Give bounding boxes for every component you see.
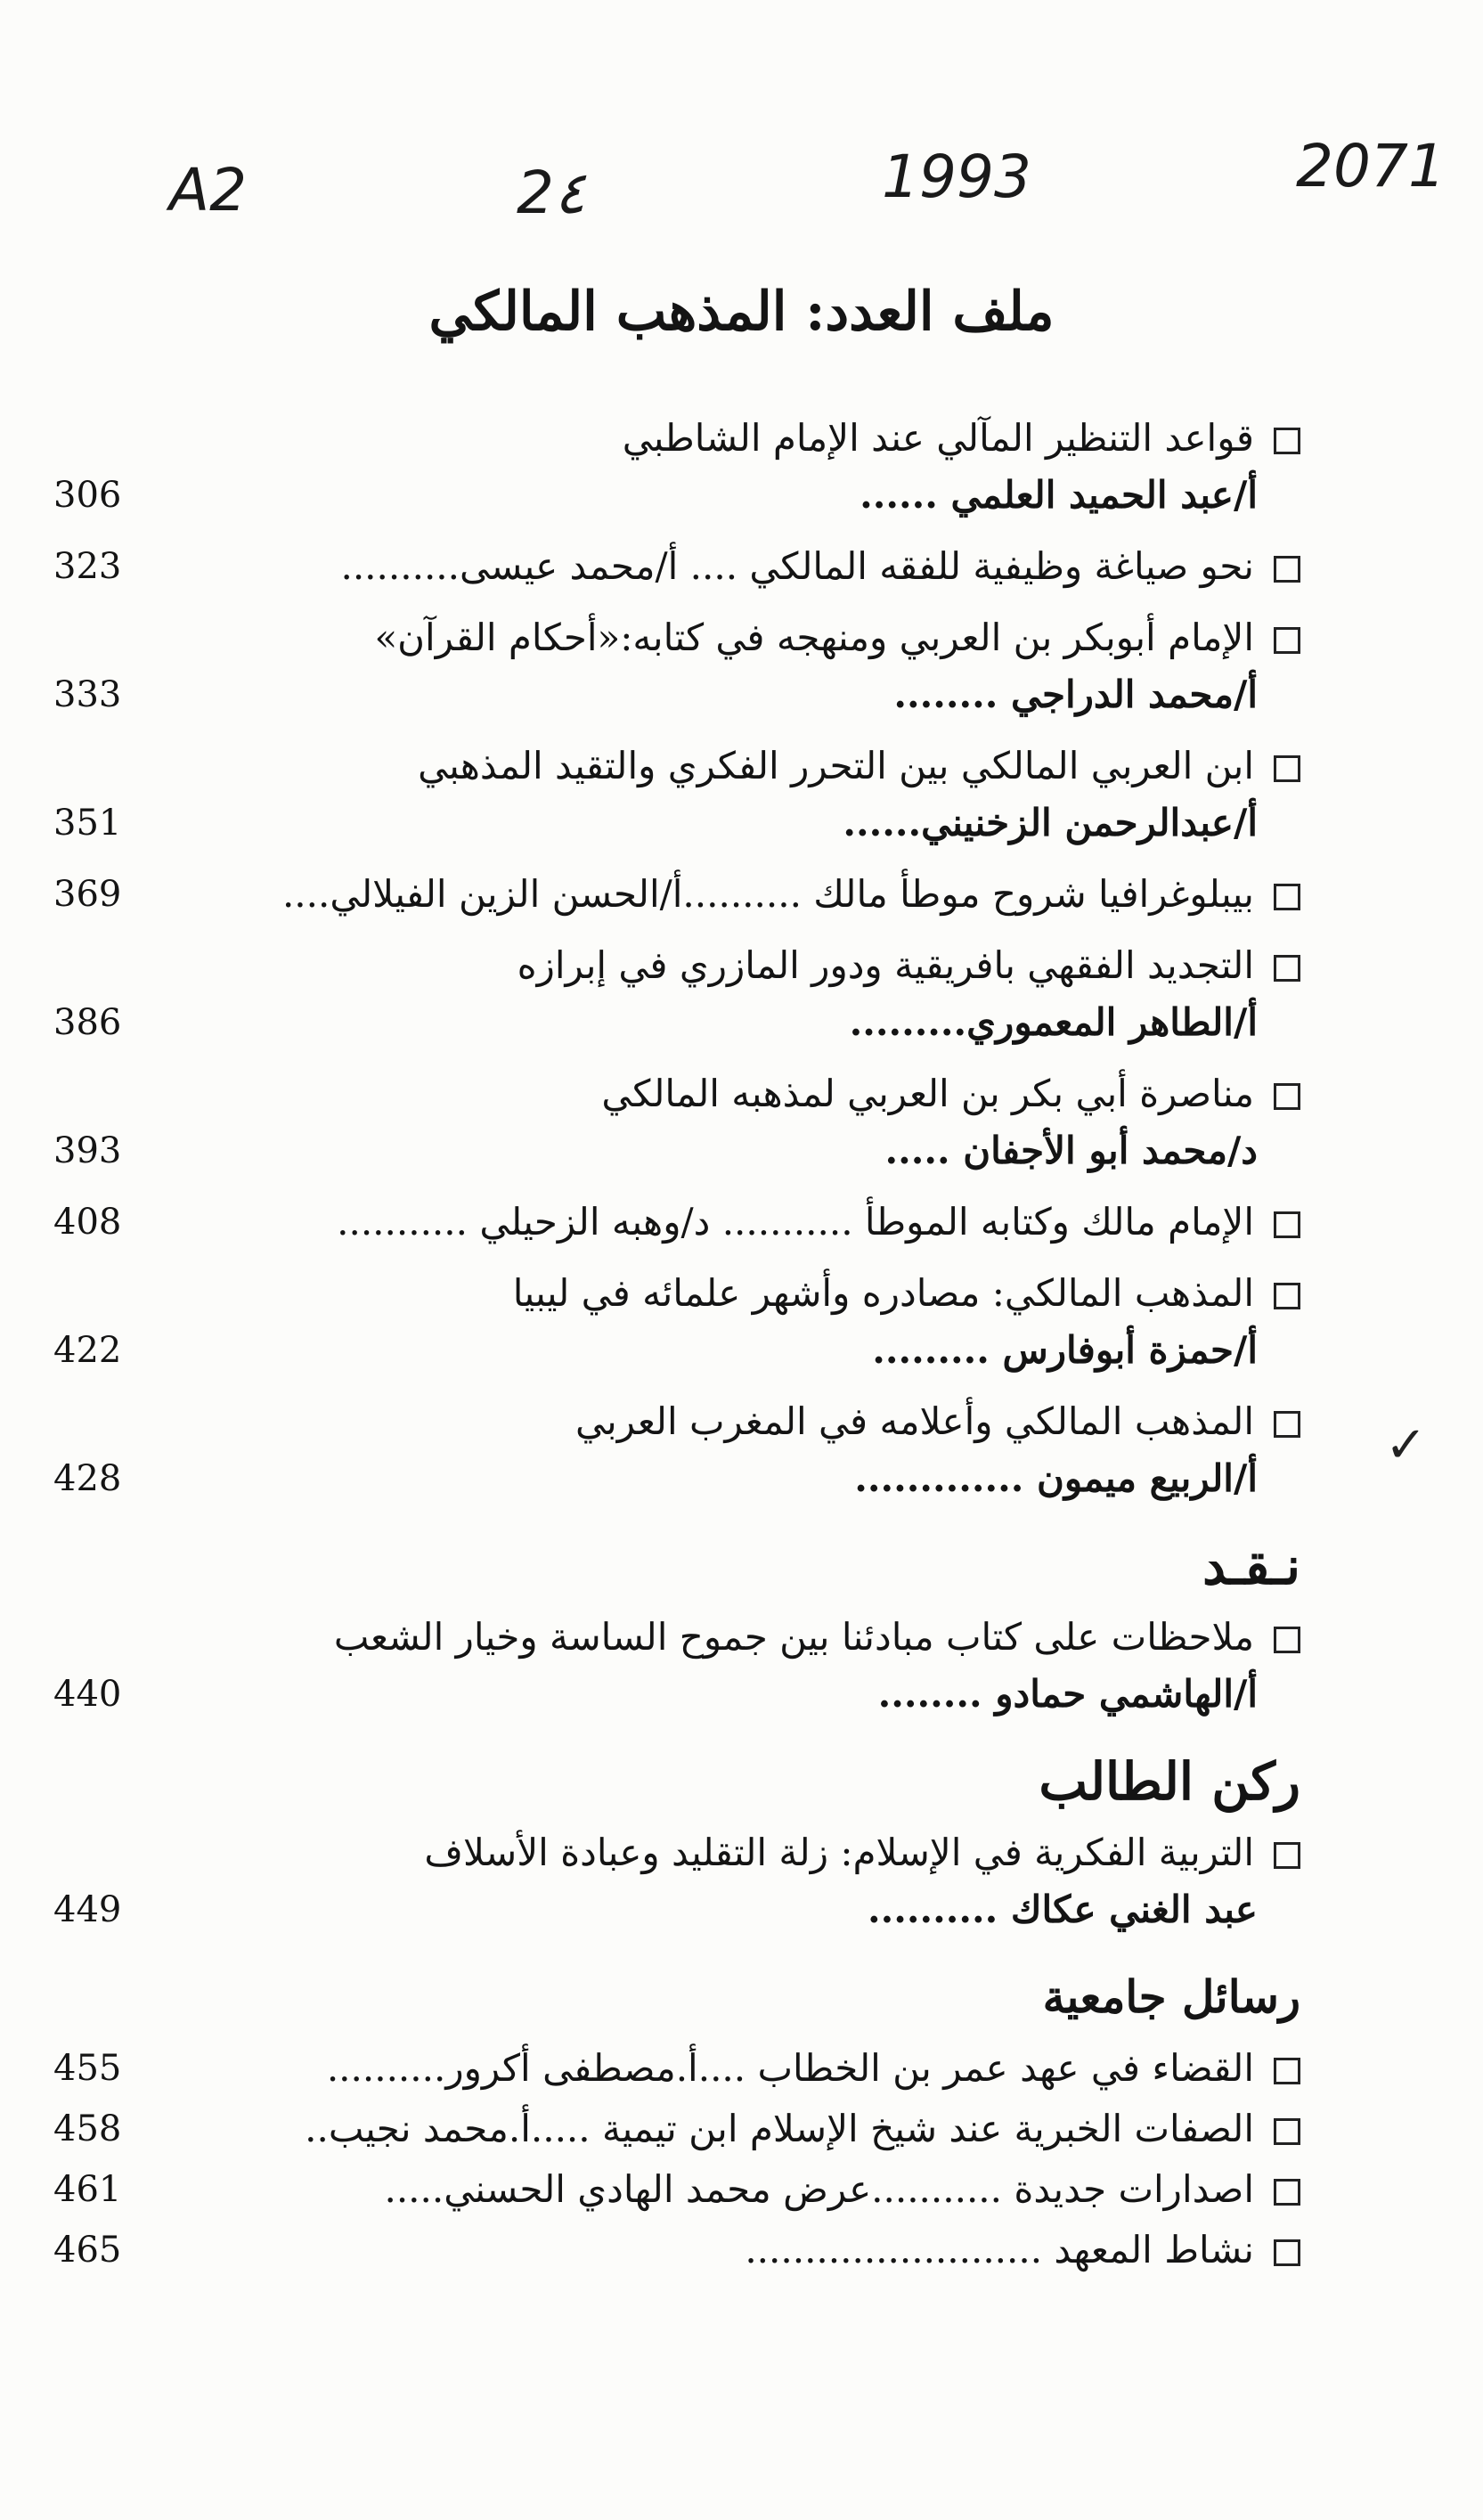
checkbox-icon — [1274, 627, 1300, 654]
entry-author: أ/عبدالرحمن الزخنيني...... — [843, 801, 1258, 844]
checkbox-icon — [1274, 2239, 1300, 2266]
entry-title: نحو صياغة وظيفية للفقه المالكي .... أ/محمد عيسى.......... — [340, 544, 1254, 588]
entry-title-line — [53, 2100, 1300, 2157]
toc-entry — [53, 1393, 1300, 1507]
checkbox-icon — [1274, 1211, 1300, 1238]
toc-entry — [53, 2100, 1300, 2157]
entry-title-line — [53, 937, 1300, 994]
entry-title-line — [53, 538, 1300, 595]
toc-entry — [53, 410, 1300, 524]
checkbox-icon — [1274, 556, 1300, 583]
handwritten-code: A2 — [169, 156, 248, 224]
entry-page: 393 — [53, 1130, 122, 1171]
entry-author: أ/الطاهر المعموري......... — [849, 1000, 1258, 1044]
toc-entry — [53, 2040, 1300, 2097]
checkbox-icon — [1274, 955, 1300, 982]
entry-page: 408 — [53, 1202, 122, 1243]
toc-entry — [53, 866, 1300, 923]
section-heading-theses: رسائل جامعية — [1042, 1970, 1300, 2023]
entry-title-line — [53, 2222, 1300, 2279]
entry-page: 422 — [53, 1330, 122, 1371]
entry-page: 386 — [53, 1002, 122, 1043]
entry-title: الصفات الخبرية عند شيخ الإسلام ابن تيمية .....أ.محمد نجيب.. — [305, 2107, 1254, 2150]
toc-entry — [53, 937, 1300, 1051]
entry-title: المذهب المالكي: مصادره وأشهر علمائه في ليبيا — [512, 1271, 1254, 1315]
entry-title: قواعد التنظير المآلي عند الإمام الشاطبي — [622, 416, 1254, 460]
handwritten-year: 1993 — [882, 143, 1031, 211]
toc-entry — [53, 738, 1300, 852]
entry-author-line — [53, 1450, 1300, 1507]
entry-title: التجديد الفقهي بافريقية ودور المازري في إبرازه — [517, 943, 1254, 987]
entry-title-line — [53, 1393, 1300, 1450]
entry-title: بيبلوغرافيا شروح موطأ مالك ..........أ/الحسن الزين الفيلالي.... — [281, 872, 1254, 916]
checkbox-icon — [1274, 2118, 1300, 2145]
entry-page: 440 — [53, 1674, 122, 1715]
handwritten-number: 2٤ — [517, 159, 586, 227]
toc-entry — [53, 2222, 1300, 2279]
entry-title-line — [53, 1265, 1300, 1322]
entry-title-line — [53, 609, 1300, 666]
checkbox-icon — [1274, 1411, 1300, 1438]
toc-entry — [53, 1194, 1300, 1251]
entry-page: 323 — [53, 546, 122, 587]
entry-author-line — [53, 1666, 1300, 1723]
entry-page: 333 — [53, 674, 122, 715]
checkbox-icon — [1274, 428, 1300, 454]
toc-entry — [53, 2161, 1300, 2218]
entry-title: المذهب المالكي وأعلامه في المغرب العربي — [575, 1399, 1254, 1443]
section-heading-critique: نـقـد — [1202, 1536, 1300, 1596]
entry-title-line — [53, 2161, 1300, 2218]
entry-title: القضاء في عهد عمر بن الخطاب ....أ.مصطفى أكرور.......... — [326, 2046, 1254, 2090]
entry-author: أ/حمزة أبوفارس ......... — [872, 1328, 1258, 1372]
entry-author-line — [53, 994, 1300, 1051]
entry-author: أ/الهاشمي حمادو ........ — [877, 1672, 1258, 1716]
entry-author: عبد الغني عكاك .......... — [868, 1888, 1258, 1931]
entry-title-line — [53, 1609, 1300, 1666]
entry-page: 369 — [53, 874, 122, 915]
entry-title-line — [53, 1065, 1300, 1122]
entry-author: أ/عبد الحميد العلمي ...... — [860, 473, 1258, 517]
checkbox-icon — [1274, 1083, 1300, 1110]
checkbox-icon — [1274, 2179, 1300, 2206]
entry-page: 428 — [53, 1458, 122, 1499]
entry-title-line — [53, 1194, 1300, 1251]
entry-author-line — [53, 467, 1300, 524]
handwritten-reference: 2071 — [1296, 132, 1446, 200]
entry-title-line — [53, 866, 1300, 923]
section-heading-student-corner: ركن الطالب — [1039, 1751, 1300, 1812]
entry-title-line — [53, 738, 1300, 795]
checkbox-icon — [1274, 1842, 1300, 1869]
entry-page: 351 — [53, 803, 122, 844]
entry-title: نشاط المعهد ......................... — [745, 2228, 1254, 2271]
entry-author-line — [53, 1322, 1300, 1379]
page-title: ملف العدد: المذهب المالكي — [428, 281, 1055, 343]
entry-author-line — [53, 1881, 1300, 1938]
handwritten-check-icon: ✓ — [1385, 1416, 1427, 1474]
checkbox-icon — [1274, 1283, 1300, 1309]
entry-author: د/محمد أبو الأجفان ..... — [884, 1129, 1258, 1172]
entry-title: الإمام مالك وكتابه الموطأ ........... د/وهبه الزحيلي ........... — [337, 1200, 1254, 1244]
checkbox-icon — [1274, 884, 1300, 910]
entry-page: 465 — [53, 2230, 122, 2271]
entry-page: 449 — [53, 1889, 122, 1930]
toc-entry — [53, 1265, 1300, 1379]
entry-title: اصدارات جديدة ...........عرض محمد الهادي الحسني..... — [384, 2167, 1254, 2211]
toc-entry — [53, 609, 1300, 723]
entry-title-line — [53, 1824, 1300, 1881]
entry-page: 455 — [53, 2048, 122, 2089]
entry-author: أ/محمد الدراجي ........ — [893, 673, 1258, 716]
checkbox-icon — [1274, 2058, 1300, 2084]
toc-entry — [53, 1065, 1300, 1179]
entry-title: ملاحظات على كتاب مبادئنا بين جموح الساسة وخيار الشعب — [333, 1615, 1254, 1659]
entry-page: 461 — [53, 2169, 122, 2210]
toc-entry — [53, 1824, 1300, 1938]
entry-title: مناصرة أبي بكر بن العربي لمذهبه المالكي — [601, 1072, 1254, 1115]
entry-author: أ/الربيع ميمون ............. — [854, 1456, 1258, 1500]
checkbox-icon — [1274, 755, 1300, 782]
toc-entry — [53, 538, 1300, 595]
entry-author-line — [53, 795, 1300, 852]
entry-page: 458 — [53, 2108, 122, 2149]
entry-title-line — [53, 2040, 1300, 2097]
entry-author-line — [53, 1122, 1300, 1179]
toc-entry — [53, 1609, 1300, 1723]
entry-title: ابن العربي المالكي بين التحرر الفكري والتقيد المذهبي — [418, 744, 1254, 787]
checkbox-icon — [1274, 1627, 1300, 1653]
entry-author-line — [53, 666, 1300, 723]
entry-title: الإمام أبوبكر بن العربي ومنهجه في كتابه:«أحكام القرآن» — [374, 616, 1254, 659]
entry-title: التربية الفكرية في الإسلام: زلة التقليد وعبادة الأسلاف — [424, 1831, 1254, 1874]
entry-page: 306 — [53, 475, 122, 516]
entry-title-line — [53, 410, 1300, 467]
table-of-contents — [53, 410, 1300, 2293]
